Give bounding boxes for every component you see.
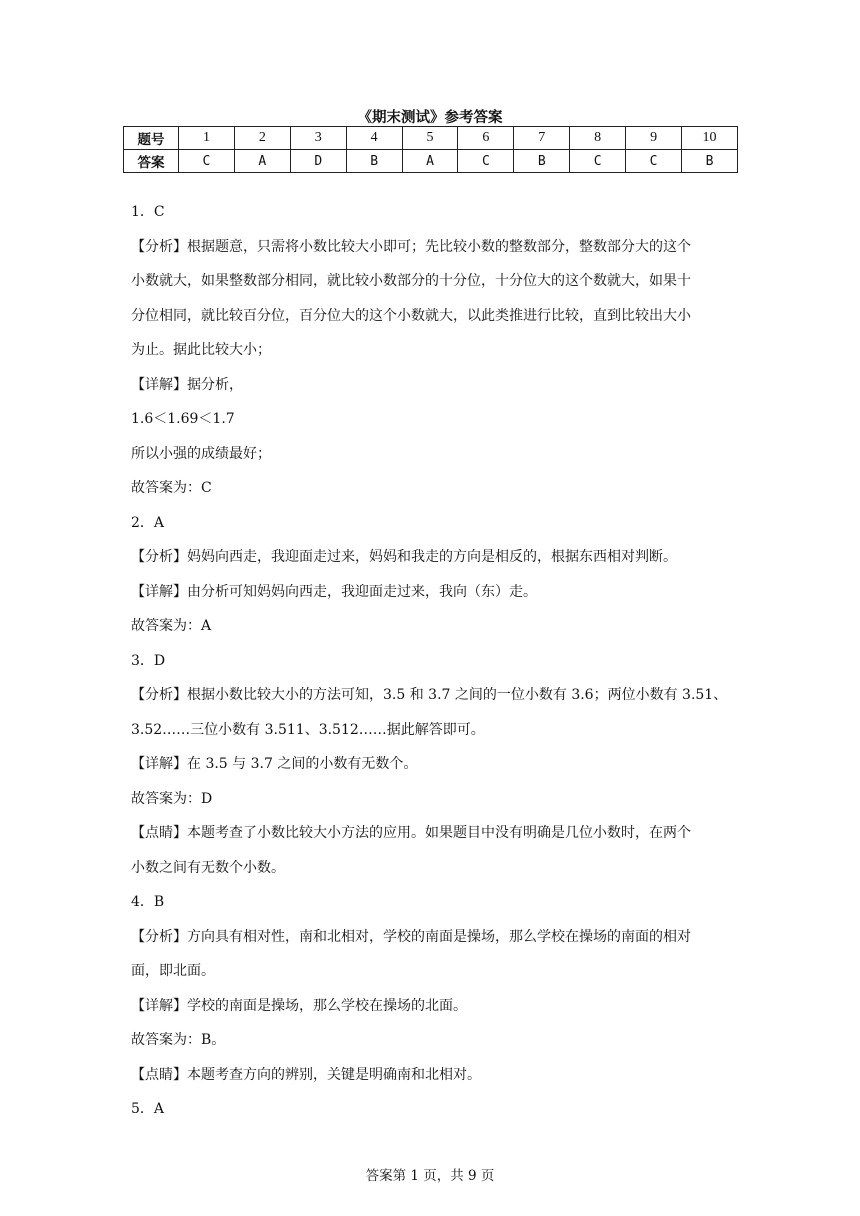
analysis-text: 为止。据此比较大小； (131, 342, 271, 358)
question-number-cell: 8 (570, 127, 626, 150)
comment-text: 小数之间有无数个小数。 (131, 859, 285, 876)
question-heading: 4．B (131, 894, 165, 910)
row-label-number: 题号 (124, 127, 179, 150)
analysis-text: 小数就大，如果整数部分相同，就比较小数部分的十分位，十分位大的这个数就大，如果十 (131, 273, 691, 289)
analysis-text: 分位相同，就比较百分位，百分位大的这个小数就大，以此类推进行比较，直到比较出大小 (131, 307, 691, 324)
analysis-text: 面，即北面。 (131, 963, 215, 979)
question-heading: 3．D (131, 652, 166, 669)
row-label-answer: 答案 (124, 150, 179, 173)
question-heading: 2．A (131, 514, 165, 531)
question-number-cell: 1 (179, 127, 235, 150)
answer-cell: C (179, 150, 235, 173)
answer-explanations (131, 195, 741, 1127)
final-answer: 故答案为：B。 (131, 1032, 226, 1048)
detail-text: 【详解】据分析， (131, 376, 243, 393)
answer-cell: C (458, 150, 514, 173)
detail-text: 1.6＜1.69＜1.7 (131, 411, 235, 427)
question-number-cell: 2 (234, 127, 290, 150)
detail-text: 所以小强的成绩最好； (131, 445, 271, 462)
answer-cell: C (570, 150, 626, 173)
final-answer: 故答案为：A (131, 618, 212, 634)
detail-text: 【详解】学校的南面是操场，那么学校在操场的北面。 (131, 997, 467, 1014)
question-heading: 5．A (131, 1101, 165, 1117)
analysis-text: 【分析】方向具有相对性，南和北相对，学校的南面是操场，那么学校在操场的南面的相对 (131, 928, 691, 945)
question-number-cell: 5 (402, 127, 458, 150)
answer-table-answer-row (124, 150, 738, 173)
answer-cell: B (514, 150, 570, 173)
answer-cell: B (682, 150, 738, 173)
page-title: 《期末测试》参考答案 (357, 110, 503, 126)
answer-cell: A (234, 150, 290, 173)
question-number-cell: 9 (626, 127, 682, 150)
detail-text: 【详解】在 3.5 与 3.7 之间的小数有无数个。 (131, 756, 418, 772)
detail-text: 【详解】由分析可知妈妈向西走，我迎面走过来，我向（东）走。 (131, 583, 537, 600)
analysis-text: 3.52……三位小数有 3.511、3.512……据此解答即可。 (131, 721, 485, 738)
question-number-cell: 6 (458, 127, 514, 150)
question-number-cell: 10 (682, 127, 738, 150)
answer-table-number-row (124, 127, 738, 150)
page-footer: 答案第 1 页，共 9 页 (365, 1168, 495, 1184)
answer-cell: A (402, 150, 458, 173)
comment-text: 【点睛】本题考查了小数比较大小方法的应用。如果题目中没有明确是几位小数时，在两个 (131, 825, 691, 841)
question-heading: 1．C (131, 204, 165, 220)
answer-table (123, 126, 738, 173)
final-answer: 故答案为：C (131, 480, 212, 496)
analysis-text: 【分析】妈妈向西走，我迎面走过来，妈妈和我走的方向是相反的，根据东西相对判断。 (131, 549, 677, 565)
question-number-cell: 7 (514, 127, 570, 150)
comment-text: 【点睛】本题考查方向的辨别，关键是明确南和北相对。 (131, 1066, 481, 1083)
question-number-cell: 3 (290, 127, 346, 150)
analysis-text: 【分析】根据题意，只需将小数比较大小即可；先比较小数的整数部分，整数部分大的这个 (131, 238, 691, 255)
question-number-cell: 4 (346, 127, 402, 150)
final-answer: 故答案为：D (131, 790, 213, 807)
answer-cell: C (626, 150, 682, 173)
analysis-text: 【分析】根据小数比较大小的方法可知，3.5 和 3.7 之间的一位小数有 3.6；两位小数有 3.51、 (131, 687, 728, 703)
answer-cell: D (290, 150, 346, 173)
answer-cell: B (346, 150, 402, 173)
